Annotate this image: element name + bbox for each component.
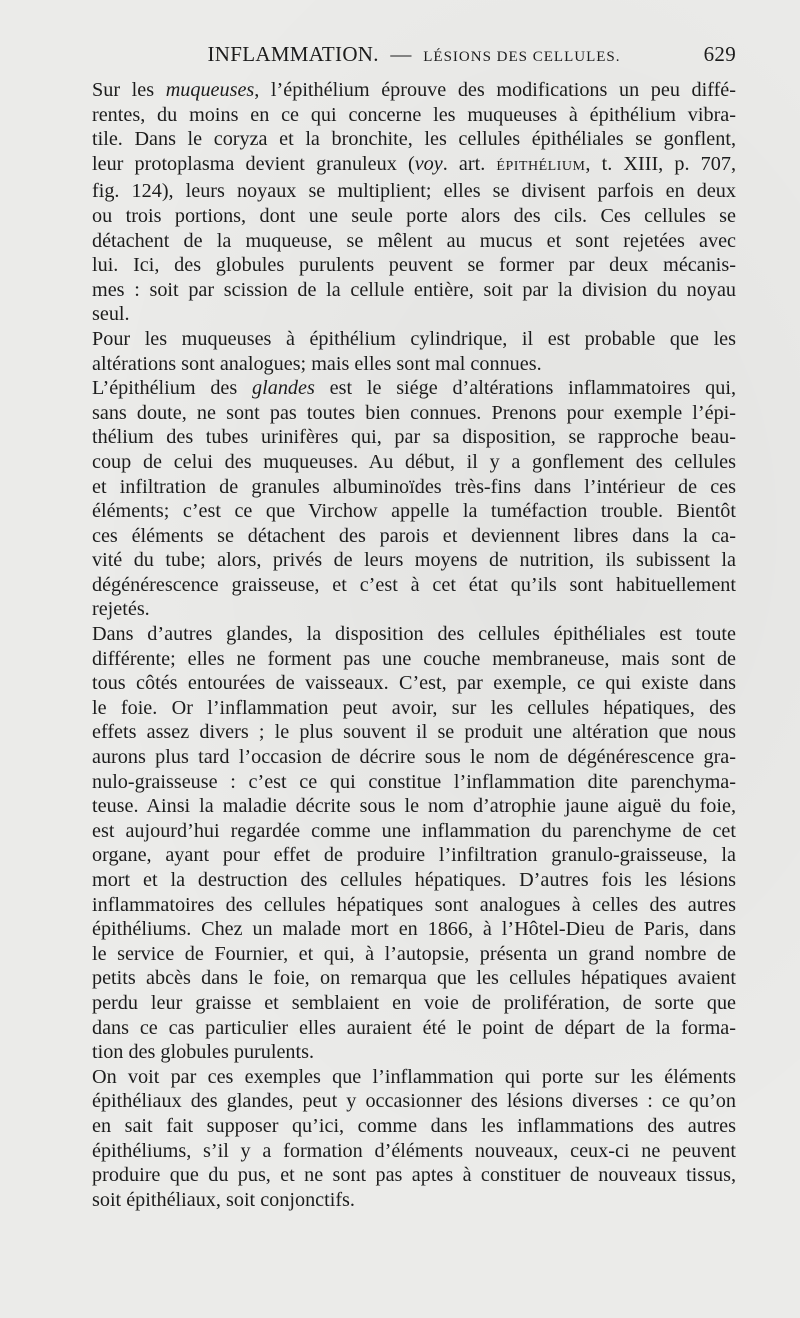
text-run: coup de celui des muqueuses. Au début, il y a gonflement des cellules — [92, 450, 736, 473]
text-run: dégénérescence graisseuse, et c’est à cet état qu’ils sont habituellement — [92, 573, 736, 596]
text-line — [92, 475, 736, 500]
text-run: produire que du pus, et ne sont pas aptes à constituer de nouveaux tissus, — [92, 1164, 736, 1187]
text-run: éléments; c’est ce que Virchow appelle la tuméfaction trouble. Bientôt — [92, 500, 736, 523]
text-run: Dans d’autres glandes, la disposition des cellules épithéliales est toute — [92, 623, 736, 646]
text-line — [92, 376, 736, 401]
text-run: fig. 124), leurs noyaux se multiplient; elles se divisent parfois en deux — [92, 180, 736, 203]
text-run: . art. — [442, 152, 497, 175]
text-run: thélium des tubes urinifères qui, par sa disposition, se rapproche beau- — [92, 426, 736, 449]
text-line — [92, 966, 736, 991]
text-run: lui. Ici, des globules purulents peuvent se former par deux mécanis- — [92, 254, 736, 277]
text-run: vité du tube; alors, privés de leurs moyens de nutrition, ils subissent la — [92, 549, 736, 572]
text-run: perdu leur graisse et semblaient en voie de prolifération, de sorte que — [92, 991, 736, 1014]
text-run: le service de Fournier, et qui, à l’autopsie, présenta un grand nombre de — [92, 942, 736, 965]
text-line — [92, 103, 736, 128]
text-line — [92, 1163, 736, 1188]
text-run: épithéliums, s’il y a formation d’éléments nouveaux, ceux-ci ne peuvent — [92, 1139, 736, 1162]
text-run: le foie. Or l’inflammation peut avoir, sur les cellules hépatiques, des — [92, 696, 736, 719]
text-run: sans doute, ne sont pas toutes bien connues. Prenons pour exemple l’épi- — [92, 401, 736, 424]
text-run: leur protoplasma devient granuleux ( — [92, 152, 415, 175]
text-run: et infiltration de granules albuminoïdes très-fins dans l’intérieur de ces — [92, 475, 736, 498]
text-run: inflammatoires des cellules hépatiques sont analogues à celles des autres — [92, 893, 736, 916]
text-run: ces éléments se détachent des parois et deviennent libres dans la ca- — [92, 524, 736, 547]
text-line — [92, 179, 736, 204]
text-line — [92, 843, 736, 868]
text-run: différente; elles ne forment pas une couche membraneuse, mais sont de — [92, 647, 736, 670]
text-line — [92, 253, 736, 278]
text-run: L’épithélium des — [92, 377, 253, 400]
text-line — [92, 548, 736, 573]
paragraph — [92, 327, 736, 376]
running-head — [207, 42, 620, 67]
text-run: mort et la destruction des cellules hépatiques. D’autres fois les lésions — [92, 869, 736, 891]
text-line — [92, 152, 736, 180]
page-number: 629 — [703, 42, 736, 66]
text-line — [92, 1188, 736, 1213]
text-line — [92, 327, 736, 352]
text-run: tile. Dans le coryza et la bronchite, les cellules épithéliales se gonflent, — [92, 128, 736, 151]
text-line — [92, 229, 736, 254]
text-line — [92, 78, 736, 103]
text-run: organe, ayant pour effet de produire l’infiltration granulo-graisseuse, la — [92, 844, 736, 867]
text-run: , t. XIII, p. 707, — [585, 152, 737, 175]
text-run: Sur les — [92, 79, 166, 101]
text-run: rejetés. — [92, 598, 150, 621]
text-run: aurons plus tard l’occasion de décrire sous le nom de dégénérescence gra- — [92, 746, 736, 769]
text-run: tous côtés entourées de vaisseaux. C’est, par exemple, ce qui existe dans — [92, 672, 736, 695]
text-line — [92, 524, 736, 549]
text-run: en sait fait supposer qu’ici, comme dans les inflammations des autres — [92, 1114, 736, 1137]
text-line — [92, 647, 736, 672]
text-line — [92, 671, 736, 696]
text-line — [92, 696, 736, 721]
paragraph — [92, 376, 736, 622]
small-caps-text: ÉPITHÉLIUM — [496, 158, 586, 174]
paragraph — [92, 78, 736, 327]
text-run: soit épithéliaux, soit conjonctifs. — [92, 1188, 355, 1211]
text-run: rentes, du moins en ce qui concerne les muqueuses à épithélium vibra- — [92, 103, 736, 126]
text-line — [92, 622, 736, 647]
text-run: épithéliums. Chez un malade mort en 1866, à l’Hôtel-Dieu de Paris, dans — [92, 918, 736, 941]
text-line — [92, 1040, 736, 1065]
text-line — [92, 425, 736, 450]
text-line — [92, 1114, 736, 1139]
italic-text: muqueuses — [165, 79, 255, 101]
text-run: , l’épithélium éprouve des modifications un peu diffé- — [254, 79, 736, 101]
text-run: petits abcès dans le foie, on remarqua que les cellules hépatiques avaient — [92, 967, 736, 990]
text-line — [92, 450, 736, 475]
text-line — [92, 597, 736, 622]
running-head-main: INFLAMMATION. — [207, 42, 379, 66]
text-line — [92, 942, 736, 967]
text-line — [92, 278, 736, 303]
text-line — [92, 127, 736, 152]
text-line — [92, 499, 736, 524]
text-line — [92, 770, 736, 795]
text-run: épithéliaux des glandes, peut y occasionner des lésions diverses : ce qu’on — [92, 1090, 736, 1113]
text-line — [92, 794, 736, 819]
italic-text: voy — [414, 152, 443, 175]
text-run: dans ce cas particulier elles auraient été le point de départ de la forma- — [92, 1016, 736, 1039]
text-line — [92, 1089, 736, 1114]
text-run: ou trois portions, dont une seule porte alors des cils. Ces cellules se — [92, 204, 736, 227]
text-line — [92, 745, 736, 770]
text-line — [92, 302, 736, 327]
text-line — [92, 401, 736, 426]
text-run: nulo-graisseuse : c’est ce qui constitue l’inflammation dite parenchyma- — [92, 770, 736, 793]
text-line — [92, 573, 736, 598]
text-run: détachent de la muqueuse, se mêlent au mucus et sont rejetées avec — [92, 229, 736, 252]
text-line — [92, 819, 736, 844]
text-run: Pour les muqueuses à épithélium cylindrique, il est probable que les — [92, 327, 736, 350]
paragraph — [92, 1065, 736, 1213]
text-run: teuse. Ainsi la maladie décrite sous le nom d’atrophie jaune aiguë du foie, — [92, 795, 736, 818]
body-text — [92, 78, 736, 1212]
text-run: seul. — [92, 303, 130, 326]
text-run: tion des globules purulents. — [92, 1041, 315, 1064]
text-line — [92, 204, 736, 229]
paragraph — [92, 622, 736, 1065]
italic-text: glandes — [252, 377, 315, 400]
text-run: mes : soit par scission de la cellule entière, soit par la division du noyau — [92, 278, 736, 301]
text-run: est aujourd’hui regardée comme une inflammation du parenchyme de cet — [92, 819, 736, 842]
running-header — [92, 42, 736, 72]
text-line — [92, 1065, 736, 1090]
text-run: altérations sont analogues; mais elles sont mal connues. — [92, 352, 542, 375]
text-line — [92, 893, 736, 918]
text-line — [92, 868, 736, 893]
text-line — [92, 1139, 736, 1164]
running-head-separator: — — [390, 42, 412, 66]
running-head-subtitle: LÉSIONS DES CELLULES. — [423, 49, 621, 65]
text-run: est le siége d’altérations inflammatoires qui, — [314, 377, 736, 400]
text-line — [92, 991, 736, 1016]
text-line — [92, 352, 736, 377]
text-line — [92, 917, 736, 942]
text-line — [92, 720, 736, 745]
text-line — [92, 1016, 736, 1041]
text-run: effets assez divers ; le plus souvent il se produit une altération que nous — [92, 721, 736, 744]
text-run: On voit par ces exemples que l’inflammation qui porte sur les éléments — [92, 1065, 736, 1088]
